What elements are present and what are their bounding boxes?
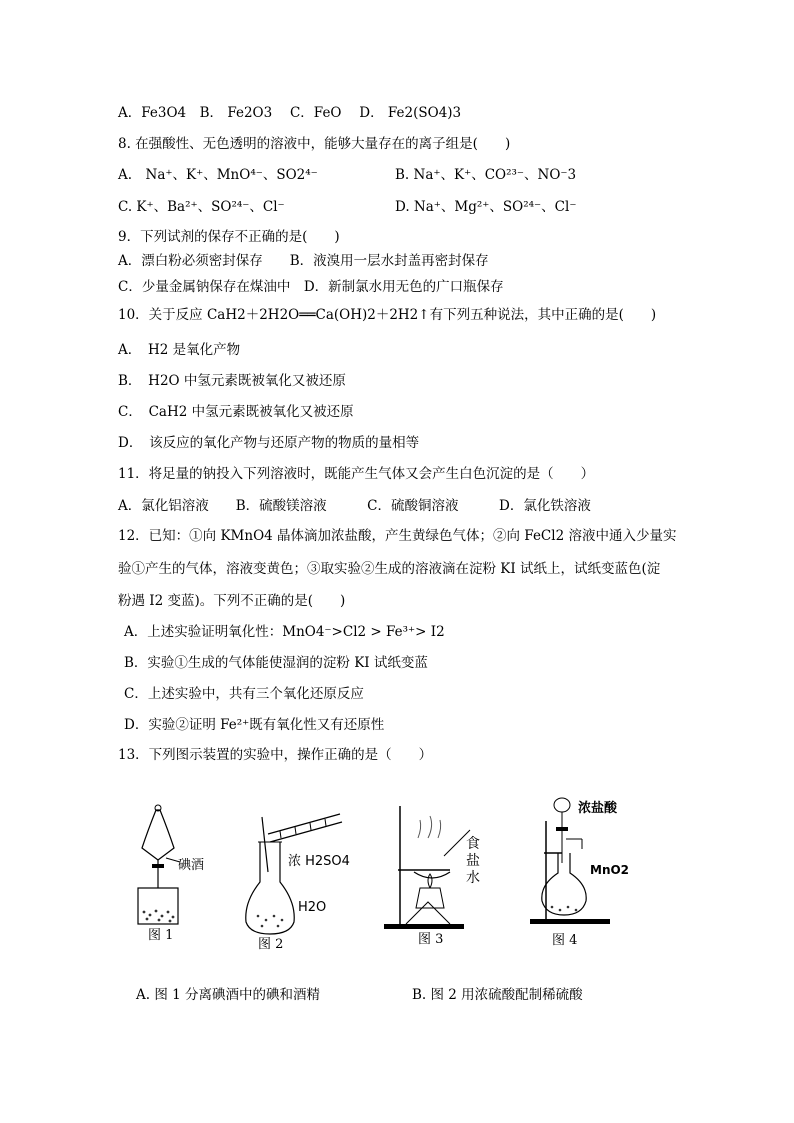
figure-1-separatory-funnel — [128, 800, 228, 950]
fig2-label-water: H2O — [298, 900, 327, 915]
fig1-caption: 图 1 — [148, 928, 174, 943]
fig2-label-acid: 浓 H2SO4 — [288, 854, 350, 869]
q11-options: A．氯化铝溶液 B．硫酸镁溶液 C．硫酸铜溶液 D．氯化铁溶液 — [118, 498, 591, 514]
q10-option-a: A． H2 是氧化产物 — [118, 342, 241, 358]
q12-option-b: B．实验①生成的气体能使湿润的淀粉 KI 试纸变蓝 — [124, 655, 428, 671]
q8-option-d: D. Na⁺、Mg²⁺、SO²⁴⁻、Cl⁻ — [395, 199, 577, 215]
volumetric-flask-icon — [240, 812, 360, 952]
fig4-caption: 图 4 — [552, 933, 578, 948]
q8-option-a: A. Na⁺、K⁺、MnO⁴⁻、SO2⁴⁻ — [118, 167, 318, 183]
separatory-funnel-icon — [128, 800, 228, 950]
q12-option-a: A．上述实验证明氧化性：MnO4⁻>Cl2 > Fe³⁺> I2 — [124, 624, 445, 640]
q10-option-c: C． CaH2 中氢元素既被氧化又被还原 — [118, 404, 354, 420]
figure-3-evaporation — [380, 798, 500, 948]
q12-line-2: 验①产生的气体，溶液变黄色；③取实验②生成的溶液滴在淀粉 KI 试纸上，试纸变蓝色(淀 — [118, 561, 661, 577]
q9-options-ab: A．漂白粉必须密封保存 B．液溴用一层水封盖再密封保存 — [118, 253, 489, 269]
figure-2-volumetric-flask — [240, 812, 360, 952]
q13-option-b: B. 图 2 用浓硫酸配制稀硫酸 — [412, 987, 583, 1003]
q13-stem: 13．下列图示装置的实验中，操作正确的是（ ） — [118, 747, 433, 763]
fig2-caption: 图 2 — [258, 937, 284, 952]
q8-stem: 8. 在强酸性、无色透明的溶液中，能够大量存在的离子组是( ) — [118, 136, 511, 152]
fig3-label: 食盐水 — [466, 836, 480, 886]
q11-stem: 11．将足量的钠投入下列溶液时，既能产生气体又会产生白色沉淀的是（ ） — [118, 466, 595, 482]
figure-4-gas-generator — [520, 793, 660, 948]
q8-option-c: C. K⁺、Ba²⁺、SO²⁴⁻、Cl⁻ — [118, 199, 285, 215]
q9-stem: 9．下列试剂的保存不正确的是( ) — [118, 229, 340, 245]
q12-line-1: 12．已知：①向 KMnO4 晶体滴加浓盐酸，产生黄绿色气体；②向 FeCl2 溶液中通入少量实 — [118, 528, 677, 544]
fig1-label: 碘酒 — [178, 858, 205, 873]
q10-stem: 10．关于反应 CaH2＋2H2O══Ca(OH)2＋2H2↑有下列五种说法，其中正确的是( ) — [118, 307, 657, 323]
q7-options: A．Fe3O4 B． Fe2O3 C．FeO D． Fe2(SO4)3 — [118, 105, 462, 121]
q12-option-d: D．实验②证明 Fe²⁺既有氧化性又有还原性 — [124, 717, 385, 733]
fig4-label-acid: 浓盐酸 — [578, 801, 618, 816]
q13-option-a: A. 图 1 分离碘酒中的碘和酒精 — [136, 987, 321, 1003]
fig4-label-solid: MnO2 — [590, 863, 630, 877]
fig3-caption: 图 3 — [418, 932, 444, 947]
q12-line-3: 粉遇 I2 变蓝)。下列不正确的是( ) — [118, 593, 346, 609]
q10-option-b: B． H2O 中氢元素既被氧化又被还原 — [118, 373, 346, 389]
q8-option-b: B. Na⁺、K⁺、CO²³⁻、NO⁻3 — [395, 167, 577, 183]
q9-options-cd: C．少量金属钠保存在煤油中 D．新制氯水用无色的广口瓶保存 — [118, 279, 504, 295]
q12-option-c: C．上述实验中，共有三个氧化还原反应 — [124, 686, 364, 702]
evaporation-setup-icon — [380, 798, 500, 948]
q10-option-d: D． 该反应的氧化产物与还原产物的物质的量相等 — [118, 435, 420, 451]
